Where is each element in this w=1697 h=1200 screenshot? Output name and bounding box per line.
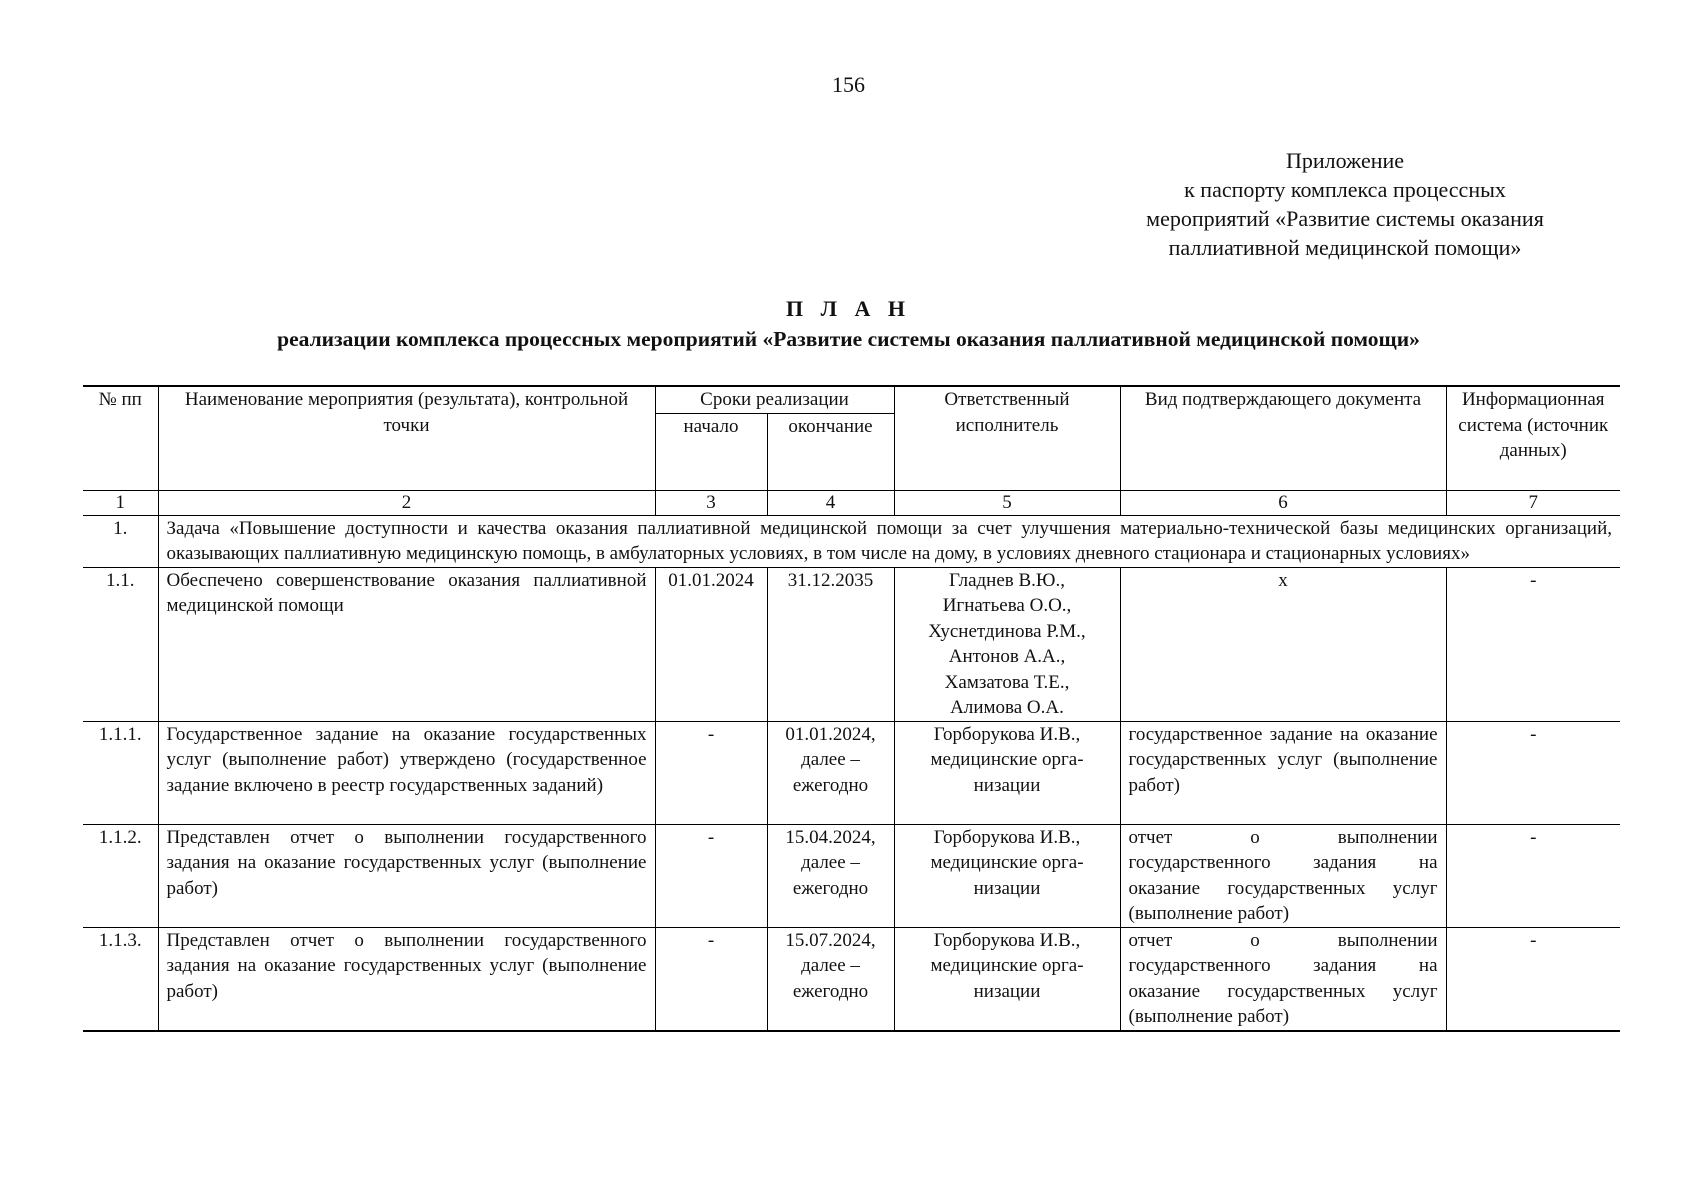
responsible-line: Алимова О.А. bbox=[950, 697, 1064, 718]
plan-title: П Л А Н bbox=[785, 296, 911, 321]
row-name: Представлен отчет о выполнении государственного задания на оказание государственных услуг (выполнение работ) bbox=[158, 824, 655, 927]
row-document: отчет о выполнении государственного задания на оказание государственных услуг (выполнение работ) bbox=[1120, 824, 1446, 927]
responsible-line: Хуснетдинова Р.М., bbox=[928, 620, 1086, 642]
responsible-line: низации bbox=[973, 774, 1041, 796]
task-num: 1. bbox=[83, 515, 158, 567]
row-name: Государственное задание на оказание государственных услуг (выполнение работ) утверждено (государственное задание включено в реестр государственных заданий) bbox=[158, 721, 655, 824]
header-document: Вид подтверждающего документа bbox=[1120, 386, 1446, 490]
header-num: № пп bbox=[83, 386, 158, 490]
row-document: государственное задание на оказание государственных услуг (выполнение работ) bbox=[1120, 721, 1446, 824]
row-responsible bbox=[894, 721, 1120, 824]
task-text: Задача «Повышение доступности и качества оказания паллиативной медицинской помощи за счет улучшения материально-технической базы медицинских организаций, оказывающих паллиативную медицинскую помощь, в амбулаторных условиях, в том числе на дому, в условиях дневного стационара и стационарных условиях» bbox=[158, 515, 1620, 567]
column-number-row bbox=[83, 490, 1620, 515]
appendix-line: Приложение bbox=[1285, 148, 1405, 173]
column-number: 2 bbox=[158, 490, 655, 515]
end-line: 15.07.2024, bbox=[785, 929, 876, 951]
row-start: - bbox=[655, 927, 767, 1031]
row-document: отчет о выполнении государственного задания на оказание государственных услуг (выполнение работ) bbox=[1120, 927, 1446, 1031]
responsible-line: низации bbox=[973, 980, 1041, 1002]
end-line: далее – bbox=[801, 955, 860, 976]
responsible-line: Гладнев В.Ю., bbox=[949, 569, 1065, 591]
table-row bbox=[83, 721, 1620, 824]
responsible-line: медицинские орга- bbox=[930, 749, 1084, 770]
row-name: Обеспечено совершенствование оказания паллиативной медицинской помощи bbox=[158, 567, 655, 721]
row-start: 01.01.2024 bbox=[655, 567, 767, 721]
end-line: 01.01.2024, bbox=[785, 723, 876, 745]
column-number: 5 bbox=[894, 490, 1120, 515]
row-document: х bbox=[1120, 567, 1446, 721]
responsible-line: Хамзатова Т.Е., bbox=[944, 671, 1070, 693]
row-end bbox=[767, 927, 894, 1031]
header-row bbox=[83, 386, 1620, 413]
appendix-line: паллиативной медицинской помощи» bbox=[1168, 235, 1522, 260]
header-start: начало bbox=[655, 413, 767, 490]
column-number: 6 bbox=[1120, 490, 1446, 515]
column-number: 7 bbox=[1446, 490, 1620, 515]
header-end: окончание bbox=[767, 413, 894, 490]
column-number: 1 bbox=[83, 490, 158, 515]
end-line: ежегодно bbox=[792, 774, 869, 796]
row-num: 1.1.3. bbox=[83, 927, 158, 1031]
plan-table bbox=[83, 385, 1620, 1032]
responsible-line: Игнатьева О.О., bbox=[942, 595, 1072, 616]
page-number: 156 bbox=[832, 72, 865, 97]
responsible-line: Горборукова И.В., bbox=[933, 723, 1081, 745]
table-row bbox=[83, 824, 1620, 927]
responsible-line: медицинские орга- bbox=[930, 955, 1084, 976]
row-num: 1.1. bbox=[83, 567, 158, 721]
appendix-line: мероприятий «Развитие системы оказания bbox=[1146, 206, 1544, 231]
row-end bbox=[767, 721, 894, 824]
row-system: - bbox=[1446, 927, 1620, 1031]
responsible-line: медицинские орга- bbox=[930, 852, 1084, 873]
responsible-line: Горборукова И.В., bbox=[933, 826, 1081, 848]
row-num: 1.1.2. bbox=[83, 824, 158, 927]
end-line: ежегодно bbox=[792, 980, 869, 1002]
row-end bbox=[767, 824, 894, 927]
end-line: 15.04.2024, bbox=[785, 826, 876, 848]
table-row bbox=[83, 567, 1620, 721]
row-start: - bbox=[655, 721, 767, 824]
row-name: Представлен отчет о выполнении государственного задания на оказание государственных услуг (выполнение работ) bbox=[158, 927, 655, 1031]
end-line: далее – bbox=[801, 852, 860, 873]
task-row bbox=[83, 515, 1620, 567]
end-line: ежегодно bbox=[792, 877, 869, 899]
row-system: - bbox=[1446, 824, 1620, 927]
row-num: 1.1.1. bbox=[83, 721, 158, 824]
appendix-line: к паспорту комплекса процессных bbox=[1184, 177, 1506, 202]
column-number: 4 bbox=[767, 490, 894, 515]
responsible-line: Горборукова И.В., bbox=[933, 929, 1081, 951]
end-line: далее – bbox=[801, 749, 860, 770]
table-row bbox=[83, 927, 1620, 1031]
row-system: - bbox=[1446, 721, 1620, 824]
header-terms: Сроки реализации bbox=[655, 386, 894, 413]
responsible-line: Антонов А.А., bbox=[948, 646, 1066, 667]
plan-subtitle: реализации комплекса процессных мероприятий «Развитие системы оказания паллиативной медицинской помощи» bbox=[277, 327, 1420, 351]
responsible-line: низации bbox=[973, 877, 1041, 899]
column-number: 3 bbox=[655, 490, 767, 515]
row-responsible bbox=[894, 567, 1120, 721]
header-name: Наименование мероприятия (результата), контрольной точки bbox=[158, 386, 655, 490]
row-responsible bbox=[894, 927, 1120, 1031]
header-system: Информационная система (источник данных) bbox=[1446, 386, 1620, 490]
appendix-caption bbox=[1085, 146, 1605, 262]
row-start: - bbox=[655, 824, 767, 927]
row-responsible bbox=[894, 824, 1120, 927]
row-end: 31.12.2035 bbox=[767, 567, 894, 721]
row-system: - bbox=[1446, 567, 1620, 721]
header-responsible: Ответственный исполнитель bbox=[894, 386, 1120, 490]
